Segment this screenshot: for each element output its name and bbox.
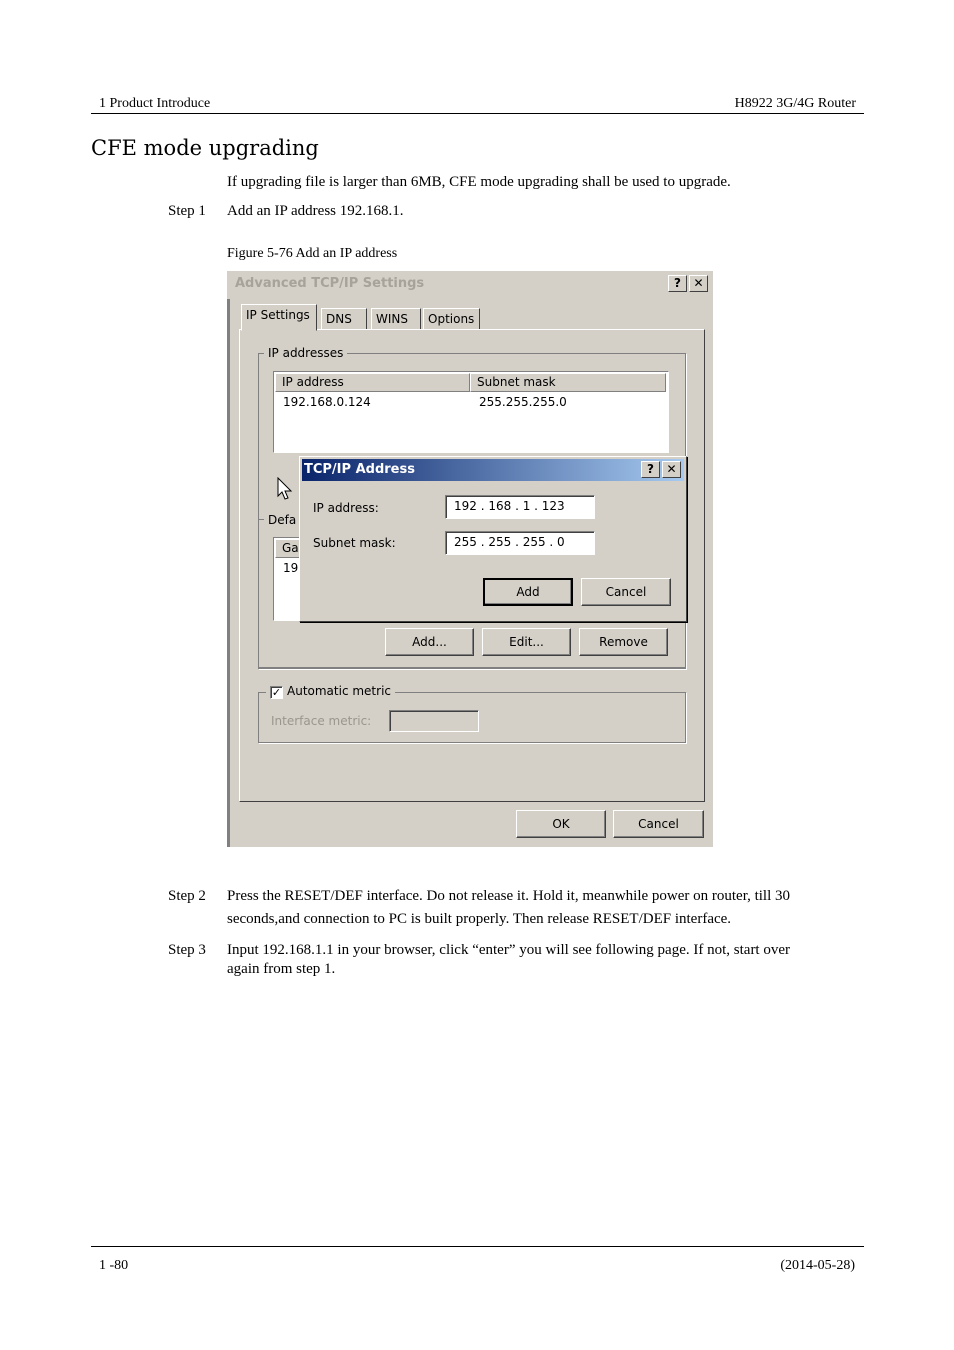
interface-metric-field[interactable] (389, 710, 479, 732)
add-ip-button[interactable]: Add... (385, 628, 474, 656)
ok-button[interactable]: OK (516, 810, 606, 838)
dialog-help-button[interactable]: ? (641, 461, 660, 478)
step-3-line-2: again from step 1. (227, 961, 336, 977)
footer-rule (91, 1246, 864, 1247)
running-header-left: 1 Product Introduce (99, 96, 211, 111)
step-2-line-1: Press the RESET/DEF interface. Do not release it. Hold it, meanwhile power on router, till 30 (227, 888, 791, 904)
row-ip-address[interactable]: 192.168.0.124 (283, 395, 371, 409)
automatic-metric-checkbox[interactable]: ✓ (271, 686, 282, 699)
automatic-metric-label: Automatic metric (266, 684, 395, 698)
running-header-right: H8922 3G/4G Router (734, 96, 856, 111)
ip-address-list[interactable] (273, 371, 669, 453)
page-number: 1 -80 (99, 1258, 129, 1273)
tab-ip-settings[interactable]: IP Settings (241, 304, 317, 331)
row-gateway[interactable]: 19 (283, 561, 299, 575)
section-title: CFE mode upgrading (91, 136, 319, 160)
help-button[interactable]: ? (668, 275, 687, 292)
screenshot-advanced-tcpip (227, 271, 713, 847)
interface-metric-label: Interface metric: (271, 714, 372, 728)
dialog-cancel-button[interactable]: Cancel (581, 578, 671, 606)
cursor-arrow-icon (277, 477, 293, 501)
step-2-label: Step 2 (168, 888, 206, 904)
step-1-text: Add an IP address 192.168.1. (227, 203, 404, 219)
column-subnet-mask[interactable]: Subnet mask (470, 373, 666, 392)
header-rule (91, 113, 864, 114)
dialog-ip-label: IP address: (313, 501, 379, 515)
dialog-add-button[interactable]: Add (483, 578, 573, 606)
remove-ip-button[interactable]: Remove (579, 628, 668, 656)
tab-dns[interactable]: DNS (321, 308, 367, 330)
dialog-close-button[interactable]: ✕ (662, 461, 681, 478)
step-1-label: Step 1 (168, 203, 206, 219)
dialog-title: TCP/IP Address (302, 459, 684, 481)
left-edge (227, 299, 230, 847)
edit-ip-button[interactable]: Edit... (482, 628, 571, 656)
dialog-mask-label: Subnet mask: (313, 536, 396, 550)
step-3-label: Step 3 (168, 942, 206, 958)
dialog-mask-field[interactable]: 255 . 255 . 255 . 0 (445, 531, 595, 555)
tab-options[interactable]: Options (423, 308, 480, 330)
default-gateways-group-label: Defa (264, 513, 300, 527)
ip-addresses-group-label: IP addresses (264, 346, 347, 360)
column-gateway[interactable]: Ga (275, 539, 395, 558)
column-ip-address[interactable]: IP address (275, 373, 470, 392)
tab-wins[interactable]: WINS (371, 308, 421, 330)
dialog-ip-field[interactable]: 192 . 168 . 1 . 123 (445, 495, 595, 519)
window-title: Advanced TCP/IP Settings (227, 271, 713, 297)
footer-date: (2014-05-28) (780, 1258, 855, 1273)
row-subnet-mask[interactable]: 255.255.255.0 (479, 395, 567, 409)
intro-paragraph: If upgrading file is larger than 6MB, CFE mode upgrading shall be used to upgrade. (227, 174, 731, 190)
tcpip-address-dialog (299, 456, 687, 622)
close-button[interactable]: ✕ (689, 275, 708, 292)
step-3-line-1: Input 192.168.1.1 in your browser, click “enter” you will see following page. If not, start over (227, 942, 791, 958)
figure-caption: Figure 5-76 Add an IP address (227, 246, 398, 261)
cancel-button[interactable]: Cancel (613, 810, 704, 838)
step-2-line-2: seconds,and connection to PC is built properly. Then release RESET/DEF interface. (227, 911, 732, 927)
